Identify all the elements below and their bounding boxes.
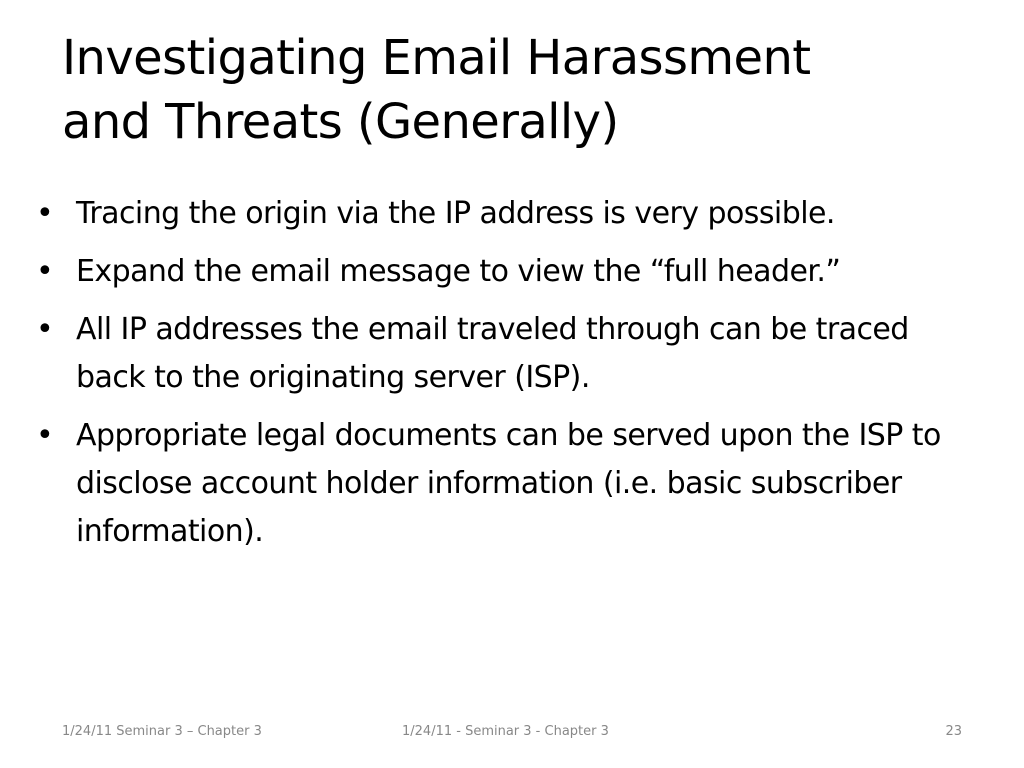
slide-title-line-1: Investigating Email Harassment [62,30,811,86]
bullet-item [36,412,956,556]
bullet-text: Tracing the origin via the IP address is very possible. [76,196,835,231]
slide-number: 23 [945,724,962,739]
footer-center-text: 1/24/11 - Seminar 3 - Chapter 3 [402,724,609,739]
bullet-text: Expand the email message to view the “full header.” [76,254,841,289]
bullet-text: Appropriate legal documents can be served upon the ISP to disclose account holder information (i.e. basic subscriber information). [76,418,941,549]
bullet-point-icon: • [36,312,54,347]
footer-date-left: 1/24/11 Seminar 3 – Chapter 3 [62,724,262,739]
bullet-item [36,190,956,238]
slide-title-line-2: and Threats (Generally) [62,94,619,150]
bullet-item [36,306,956,402]
bullet-point-icon: • [36,196,54,231]
bullet-list [36,190,956,566]
slide-title [62,26,962,154]
bullet-point-icon: • [36,418,54,453]
bullet-item [36,248,956,296]
bullet-text: All IP addresses the email traveled through can be traced back to the originating server (ISP). [76,312,909,395]
bullet-point-icon: • [36,254,54,289]
